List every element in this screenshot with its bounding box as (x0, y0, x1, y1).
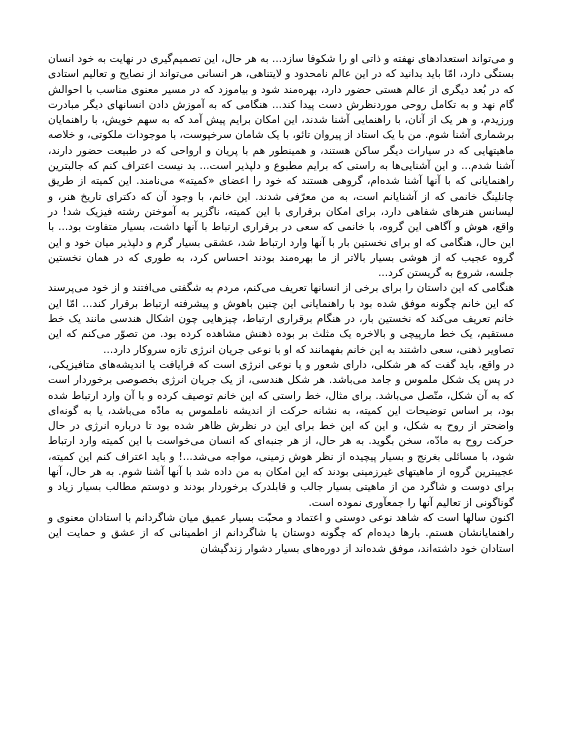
paragraph-1: و می‌تواند استعدادهای نهفته و ذاتی او را شکوفا سازد... به هر حال، این تصمیم‌گیری در نهایت به خود انسان بستگی دارد، امّا باید بدانید که در این عالم نامحدود و لایتناهی، هر انسانی می‌تواند از نصایح و تعالیم استادی که در بُعد دیگری از عالم هستی حضور دارد، بهره‌مند شود و بیاموزد که در مسیر معنوی مناسب با احوالش گام نهد و به تکامل روحی موردنظرش دست پیدا کند... هنگامی که به آموزش دادن انسانهای دیگر مبادرت ورزیدم، و هر یک از آنان، با راهنمایی آشنا شدند، این امکان برایم پیش آمد که به سهم خویش، با راهنمایان برشماری آشنا شوم. من با یک استاد از پیروان تائو، با یک شامان سرخپوست، با موجودات ملکوتی، و خلاصه ماهیتهایی که در سیارات دیگر ساکن هستند، و همینطور هم با پریان و ارواحی که در طبیعت حضور دارند، آشنا شدم... و این آشنایی‌ها به راستی که برایم مطبوع و دلپذیر است... بد نیست اعتراف کنم که جالبترین راهنمایانی که با آنها آشنا شده‌ام، گروهی هستند که خود را اعضای «کمیته» می‌نامند. این کمیته از طریق چانلینگ خانمی که از آشنایانم است، به من معرّفی شدند. این خانم، با وجود آن که دکترای تاریخ هنر، و لیسانس هنرهای شفاهی دارد، برای امکان برقراری با این کمیته، ناگزیر به آموختن رشته فیزیک شد! در واقع، هوش و آگاهی این گروه، با خانمی که سعی در برقراری ارتباط با آنها داشت، بسیار متفاوت بود... با این حال، هنگامی که او برای نخستین بار با آنها وارد ارتباط شد، عشقی بسیار گرم و دلپذیر میان خود و این گروه عجیب که از هوشی بسیار بالاتر از ما بهره‌مند بودند احساس کرد، به طوری که در همان نخستین جلسه، شروع به گریستن کرد... (48, 53, 514, 280)
paragraph-3: در واقع، باید گفت که هر شکلی، دارای شعور و یا نوعی انرژی است که فرایافت یا اندیشه‌های متافیزیکی، در پس یک شکل ملموس و جامد می‌باشد. هر شکل هندسی، از یک جریان انرژی بخصوصی برخوردار است که به آن شکل، متّصل می‌باشد. برای مثال، خط راستی که این خانم توصیف کرده و با آن وارد ارتباط شده بود، بر اساس توضیحات این کمیته، به نشانه حرکت از اندیشه ناملموس به مادّه می‌باشد، یا به گونه‌ای واضحتر از روح به شکل، و این که این خط برای این در نظرش ظاهر شده بود تا درباره انرژی در حال حرکت روح به مادّه، سخن بگوید. به هر حال، از هر جنبه‌ای که انسان می‌خواست با این کمیته وارد ارتباط شود، با مسائلی بغرنج و بسیار پیچیده از نظر هوش زمینی، مواجه می‌شد...! و باید اعتراف کنم این کمیته، عجیبترین گروه از ماهیتهای غیرزمینی بودند که این امکان به من داده شد با آنها آشنا شوم. به هر حال، آنها برای دوست و شاگرد من از ماهیتی بسیار جالب و قابلدرک برخوردار بودند و دوستم مطالب بسیار زیاد و گوناگونی از تعالیم آنها را جمعآوری نموده است. (48, 358, 514, 509)
document-page (48, 52, 514, 557)
paragraph-2: هنگامی که این داستان را برای برخی از انسانها تعریف می‌کنم، مردم به شگفتی می‌افتند و از خود می‌پرسند که این خانم چگونه موفق شده بود با راهنمایانی این چنین باهوش و پیشرفته ارتباط برقرار کند... امّا این خانم تعریف می‌کند که نخستین بار، در هنگام برقراری ارتباط، چیزهایی چون اشکال هندسی مانند یک خط مستقیم، یک خط مارپیچی و بالاخره یک مثلث بر بوده ذهنش مشاهده کرده بود. من تصوّر می‌کنم که این تصاویر ذهنی، سعی داشتند به این خانم بفهمانند که او با نوعی جریان انرژی تازه سروکار دارد... (48, 282, 514, 356)
paragraph-4: اکنون سالها است که شاهد نوعی دوستی و اعتماد و محبّت بسیار عمیق میان شاگردانم با استادان معنوی و راهنمایانشان هستم. بارها دیده‌ام که چگونه دوستان یا شاگردانم از اطمینانی که از عشق و حمایت این استادان خود داشته‌اند، موفق شده‌اند از دوره‌های بسیار دشوار زندگیشان (48, 511, 514, 555)
